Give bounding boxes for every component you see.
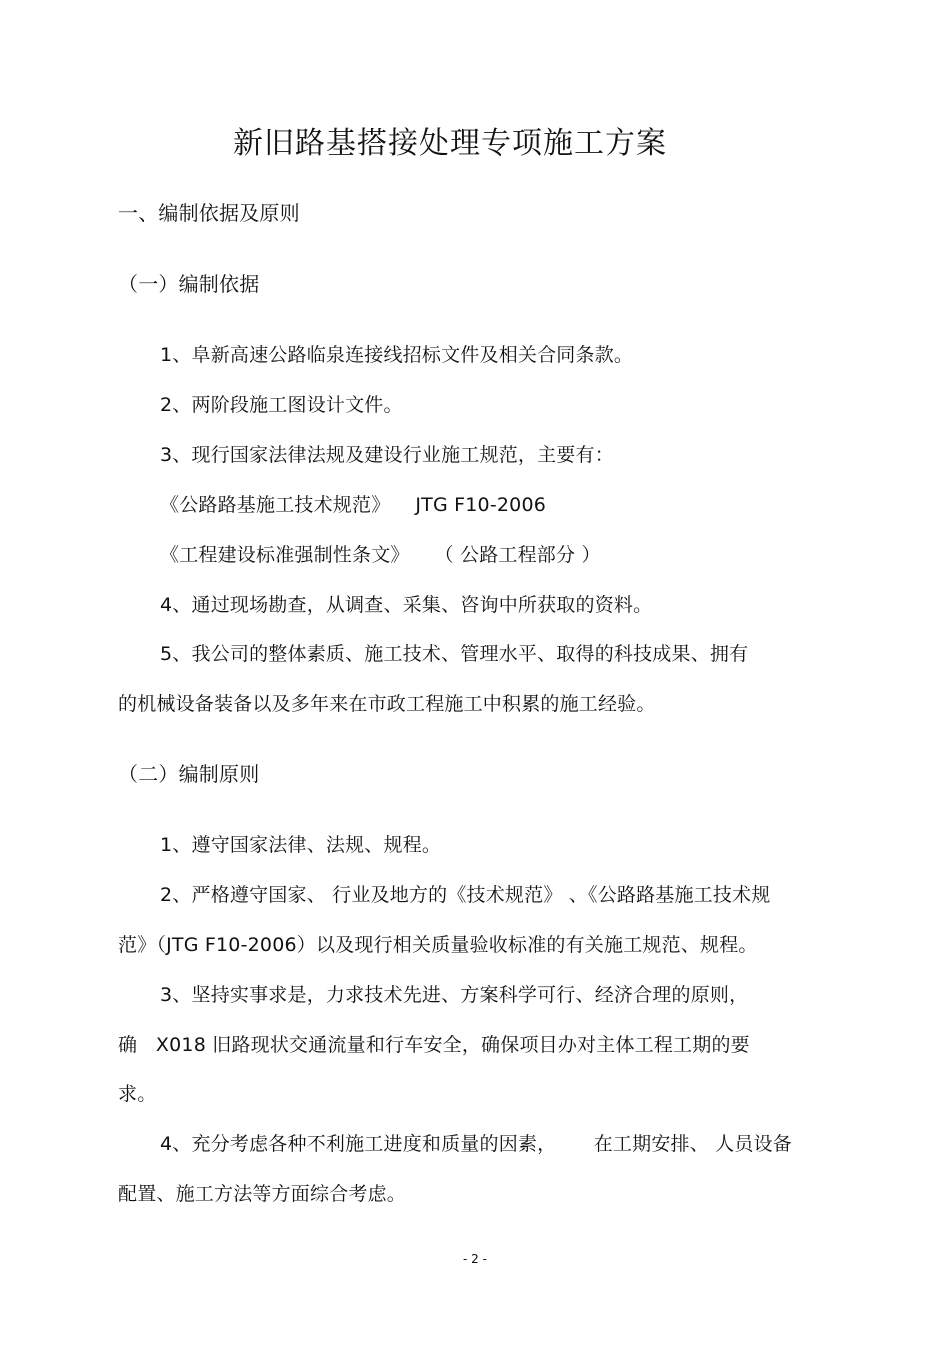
basis-item-5-line-1: 5、我公司的整体素质、施工技术、管理水平、取得的科技成果、拥有 [160, 643, 749, 665]
subsection-heading-basis: （一）编制依据 [118, 272, 260, 296]
section-heading: 一、编制依据及原则 [118, 201, 300, 225]
page-number: - 2 - [463, 1252, 487, 1266]
principle-item-1: 1、遵守国家法律、法规、规程。 [160, 834, 442, 856]
principle-item-3-line-3: 求。 [118, 1083, 157, 1105]
basis-item-1: 1、阜新高速公路临泉连接线招标文件及相关合同条款。 [160, 344, 634, 366]
subsection-heading-principles: （二）编制原则 [118, 762, 260, 786]
principle-item-3-line-1: 3、坚持实事求是，力求技术先进、方案科学可行、经济合理的原则， [160, 984, 749, 1006]
principle-item-4-line-2: 配置、施工方法等方面综合考虑。 [118, 1183, 407, 1205]
principle-item-2-line-1: 2、严格遵守国家、 行业及地方的《技术规范》 、《公路路基施工技术规 [160, 884, 771, 906]
basis-reference-1: 《公路路基施工技术规范》 JTG F10-2006 [160, 494, 547, 516]
principle-item-3-line-2: 确 X018 旧路现状交通流量和行车安全，确保项目办对主体工程工期的要 [118, 1034, 750, 1056]
basis-reference-2: 《工程建设标准强制性条文》 （ 公路工程部分 ） [160, 544, 601, 566]
principle-item-2-line-2: 范》（JTG F10-2006）以及现行相关质量验收标准的有关施工规范、规程。 [118, 934, 758, 956]
document-title: 新旧路基搭接处理专项施工方案 [233, 126, 667, 161]
basis-item-2: 2、两阶段施工图设计文件。 [160, 394, 403, 416]
basis-item-4: 4、通过现场勘查，从调查、采集、咨询中所获取的资料。 [160, 594, 653, 616]
principle-item-4-line-1: 4、充分考虑各种不利施工进度和质量的因素， 在工期安排、 人员设备 [160, 1133, 792, 1155]
basis-item-3: 3、现行国家法律法规及建设行业施工规范，主要有： [160, 444, 614, 466]
basis-item-5-line-2: 的机械设备装备以及多年来在市政工程施工中积累的施工经验。 [118, 693, 656, 715]
